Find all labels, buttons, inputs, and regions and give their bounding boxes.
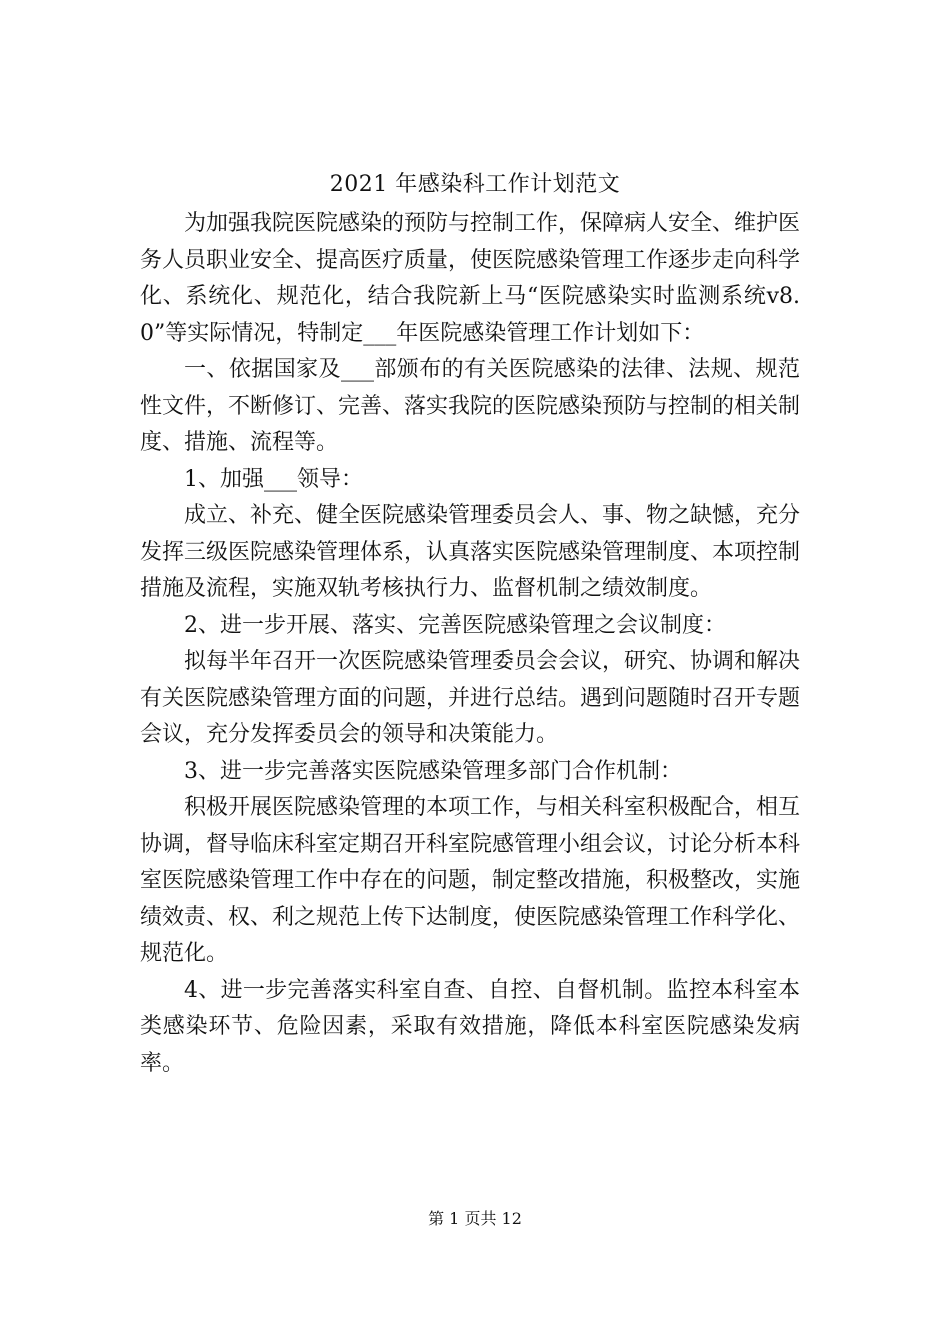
- page-footer: 第 1 页共 12: [428, 1209, 522, 1228]
- item-2-body: 拟每半年召开一次医院感染管理委员会会议，研究、协调和解决有关医院感染管理方面的问题，并进行总结。遇到问题随时召开专题会议，充分发挥委员会的领导和决策能力。: [140, 649, 801, 747]
- item-1-heading: 1、加强___领导：: [184, 466, 363, 492]
- section-one-paragraph: 一、依据国家及___部颁布的有关医院感染的法律、法规、规范性文件，不断修订、完善、落实我院的医院感染预防与控制的相关制度、措施、流程等。: [140, 357, 801, 455]
- item-1-body: 成立、补充、健全医院感染管理委员会人、事、物之缺憾，充分发挥三级医院感染管理体系，认真落实医院感染管理制度、本项控制措施及流程，实施双轨考核执行力、监督机制之绩效制度。: [140, 503, 801, 601]
- item-2-heading: 2、进一步开展、落实、完善医院感染管理之会议制度：: [184, 612, 726, 638]
- intro-paragraph: 为加强我院医院感染的预防与控制工作，保障病人安全、维护医务人员职业安全、提高医疗质量，使医院感染管理工作逐步走向科学化、系统化、规范化，结合我院新上马“医院感染实时监测系统v8.0”等实际情况，特制定___年医院感染管理工作计划如下：: [140, 211, 801, 346]
- item-4-paragraph: 4、进一步完善落实科室自查、自控、自督机制。监控本科室本类感染环节、危险因素，采取有效措施，降低本科室医院感染发病率。: [140, 977, 800, 1076]
- item-3-heading: 3、进一步完善落实医院感染管理多部门合作机制：: [184, 758, 682, 784]
- item-3-body: 积极开展医院感染管理的本项工作，与相关科室积极配合，相互协调，督导临床科室定期召开科室院感管理小组会议，讨论分析本科室医院感染管理工作中存在的问题，制定整改措施，积极整改，实施绩效责、权、利之规范上传下达制度，使医院感染管理工作科学化、规范化。: [140, 795, 801, 966]
- document-body: [140, 206, 800, 1082]
- document-title: 2021 年感染科工作计划范文: [329, 172, 621, 197]
